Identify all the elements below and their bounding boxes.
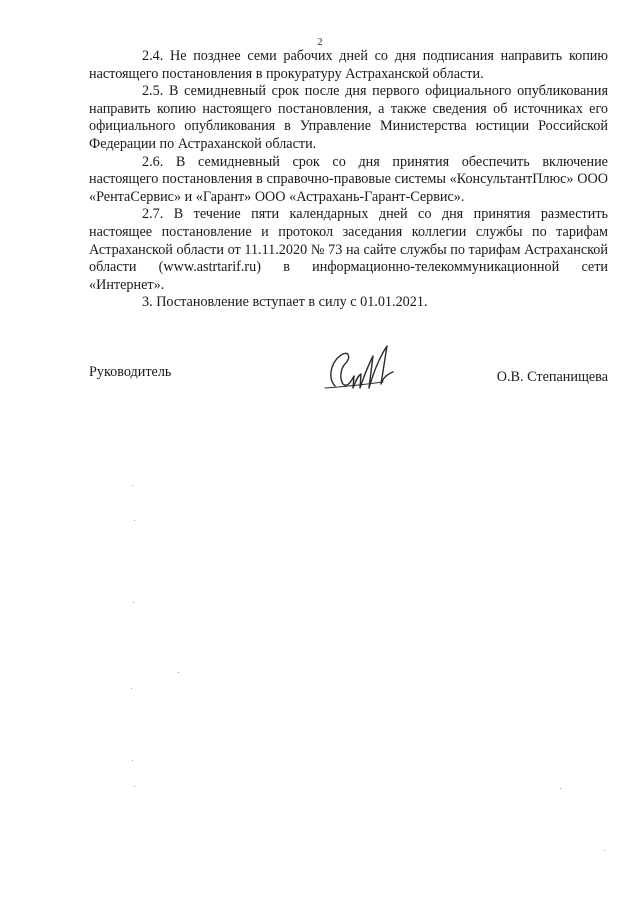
scan-speck bbox=[178, 672, 179, 673]
scan-speck bbox=[134, 520, 135, 521]
scan-speck bbox=[133, 602, 134, 603]
paragraph-2-7: 2.7. В течение пяти календарных дней со дня принятия разместить настоящее постановление и протокол заседания коллегии службы по тарифам Астраханской области от 11.11.2020 № 73 на сайте службы по тарифам Астраханской области (www.astrtarif.ru) в информационно-телекоммуникационной сети «Интернет». bbox=[89, 206, 608, 293]
paragraph-2-4: 2.4. Не позднее семи рабочих дней со дня подписания направить копию настоящего постановления в прокуратуру Астраханской области. bbox=[89, 48, 608, 82]
scan-speck bbox=[604, 850, 605, 851]
paragraph-2-5: 2.5. В семидневный срок после дня первого официального опубликования направить копию настоящего постановления, а также сведения об источниках его официального опубликования в Управление Министерства юстиции Российской Федерации по Астраханской области. bbox=[89, 83, 608, 152]
paragraph-3: 3. Постановление вступает в силу с 01.01.2021. bbox=[142, 294, 428, 311]
page-number: 2 bbox=[317, 37, 323, 48]
handwritten-signature bbox=[321, 338, 401, 398]
signatory-name: О.В. Степанищева bbox=[496, 369, 608, 385]
scan-speck bbox=[560, 788, 561, 789]
paragraph-2-6: 2.6. В семидневный срок со дня принятия обеспечить включение настоящего постановления в справочно-правовые системы «КонсультантПлюс» ООО «РентаСервис» и «Гарант» ООО «Астрахань-Гарант-Сервис». bbox=[89, 153, 608, 205]
signatory-role: Руководитель bbox=[89, 364, 172, 380]
scan-speck bbox=[134, 786, 135, 787]
scan-speck bbox=[132, 760, 133, 761]
signature-block bbox=[89, 330, 608, 400]
scan-speck bbox=[131, 688, 132, 689]
document-body bbox=[89, 48, 608, 312]
scan-speck bbox=[132, 485, 133, 486]
